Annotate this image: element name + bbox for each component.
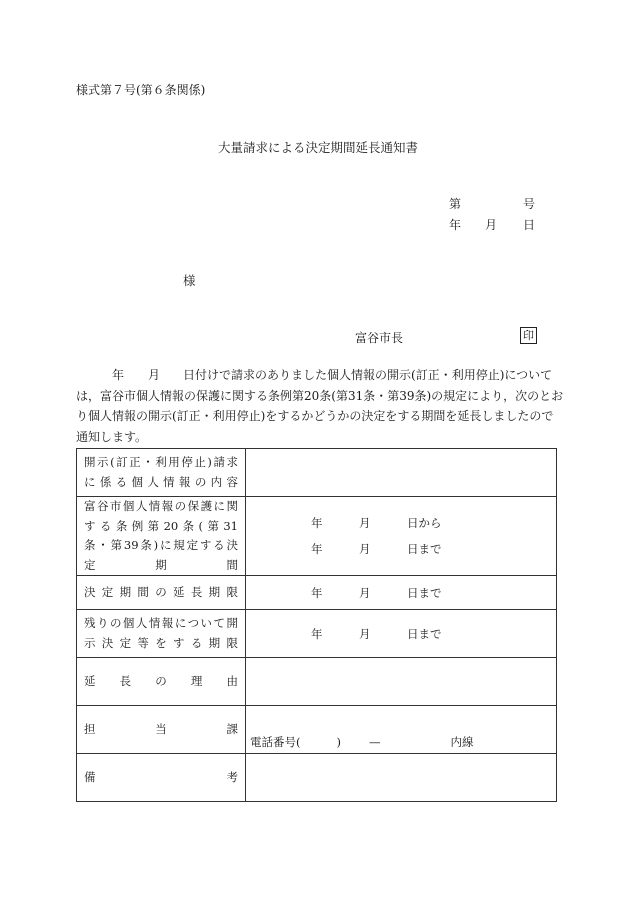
row-responsible-section (77, 706, 557, 754)
value-remaining-deadline: 年 月 日まで (246, 610, 557, 658)
extension-label: 内線 (450, 735, 474, 749)
issue-day-label: 日 (523, 218, 536, 232)
value-extension-reason (246, 658, 557, 706)
notice-body (76, 365, 564, 447)
value-request-content (246, 449, 557, 497)
doc-number-suffix: 号 (523, 197, 536, 211)
label-request-content: 開示(訂正・利用停止)請求 に係る個人情報の内容 (77, 449, 246, 497)
label-extension-deadline: 決定期間の延長期限 (77, 576, 246, 610)
doc-number-prefix: 第 (449, 197, 462, 211)
body-year: 年 (112, 368, 125, 382)
period-from: 年 月 日から (311, 516, 442, 530)
body-line-3: り個人情報の開示(訂正・利用停止)をするかどうかの決定をする期間を延長しましたので (76, 409, 554, 423)
row-extension-deadline (77, 576, 557, 610)
issue-year-label: 年 (449, 218, 462, 232)
phone-line (250, 733, 549, 751)
label-remarks: 備考 (77, 754, 246, 802)
period-to: 年 月 日まで (311, 542, 442, 556)
label-responsible-section: 担当課 (77, 706, 246, 754)
row-extension-reason (77, 658, 557, 706)
form-number: 様式第７号(第６条関係) (76, 83, 206, 97)
recipient-honorific: 様 (183, 273, 196, 288)
issuer-name: 富谷市長 (355, 331, 404, 345)
label-decision-period: 富谷市個人情報の保護に関 する条例第20条(第31 条・第39条)に規定する決 定 期 間 (77, 497, 246, 576)
row-remaining-deadline (77, 610, 557, 658)
row-decision-period (77, 497, 557, 576)
seal-mark: 印 (520, 327, 537, 344)
value-decision-period (246, 497, 557, 576)
value-extension-deadline: 年 月 日まで (246, 576, 557, 610)
body-month: 月 (148, 368, 161, 382)
body-line-1 (76, 365, 556, 386)
value-remarks (246, 754, 557, 802)
body-line-1-text: 日付けで請求のありました個人情報の開示(訂正・利用停止)について (183, 368, 553, 382)
row-remarks (77, 754, 557, 802)
row-request-content (77, 449, 557, 497)
issue-month-label: 月 (485, 218, 498, 232)
value-responsible-section (246, 706, 557, 754)
phone-dash: — (369, 735, 381, 749)
document-title: 大量請求による決定期間延長通知書 (217, 140, 418, 155)
phone-label: 電話番号( (250, 735, 301, 749)
label-extension-reason: 延長の理由 (77, 658, 246, 706)
phone-close: ) (336, 735, 341, 749)
label-remaining-deadline: 残りの個人情報について開 示決定等をする期限 (77, 610, 246, 658)
body-line-2: は，富谷市個人情報の保護に関する条例第20条(第31条・第39条)の規定により，次のとお (76, 388, 564, 403)
extension-details-table (76, 448, 557, 802)
body-line-4: 通知します。 (76, 429, 148, 444)
